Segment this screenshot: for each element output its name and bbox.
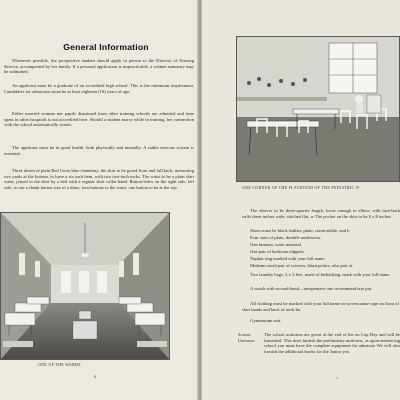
list-item: Four suits of plain, durable underwear.	[250, 235, 322, 240]
list-item: Gymnasium suit.	[250, 318, 282, 323]
playroom-photo-caption: ONE CORNER OF THE PLAYROOM OF THE PEDIATRIC W	[242, 185, 360, 190]
list-item: A watch with second-hand—inexpensive one recommend tain pin.	[250, 286, 373, 291]
paragraph-school-uniforms: The school uniforms are given at the end of the on Cap Day and will be furnished. This does furnish the preliminary uniforms, as upon enterin ing school you must have the complete equipment for admissio We will also furnish the additional books for the Junior yea	[264, 332, 400, 354]
ward-photo	[0, 212, 170, 360]
list-item: Shoes must be black leather, plain, comfortable, and h	[250, 228, 350, 233]
list-item: One kimono, wash material.	[250, 242, 302, 247]
page-title: General Information	[63, 42, 149, 52]
playroom-photo	[236, 36, 400, 182]
page-number-left: 6	[94, 374, 96, 379]
paragraph-health: The applicant must be in good health, both physically and mentally. A stable nervous system is essential.	[4, 145, 194, 156]
paragraph-sleeves: The sleeves to be three-quarter length, loose enough to elbow, with turn-back cuffs three inches wide, stitched flat, w The pocket on the skirt to be 8 x 8 inches.	[242, 208, 400, 219]
list-item: One pair of bedroom slippers.	[250, 249, 305, 254]
left-page	[0, 0, 198, 400]
paragraph-education: An applicant must be a graduate of an accredited high school. This is the minimum requirement. Candidates for admission must be at least eighteen (18) years of age.	[4, 83, 194, 94]
ward-photo-image	[1, 213, 169, 359]
list-item: Napkin ring marked with your full name.	[250, 256, 326, 261]
paragraph-uniform: Three dozen of plain Red Cross blue chambray, the skirt to be gored front and full back, measuring two yards at the bottom, to have a six inch hem, with two two-inch tucks. The waist to be a plain shirt waist, joined to the skirt by a belt with a regular shirt collar band. Button-holes on the right side, left side, to use a shank button size of a dime, four buttons to the waist, one button to be at the top.	[4, 168, 194, 190]
paragraph-application: Whenever possible, the prospective student should apply in person to the Director of Nursing Service, accompanied by her family. If a personal application is impracticable, a written summary may be submitted.	[4, 58, 194, 75]
paragraph-marriage: Either married women nor pupils dismissed from other training schools are admitted and time spent in other hospitals is not accredited here. Should a student marry while in training, her connection with the school automatically ceases.	[4, 111, 194, 128]
playroom-photo-image	[237, 37, 399, 181]
list-item: Medium-sized pair of scissors, blunt points; also pair of	[250, 263, 353, 268]
page-number-right: 7	[336, 376, 338, 381]
uniforms-label: Uniforms	[238, 338, 255, 343]
ward-photo-caption: ONE OF THE WARDS	[38, 362, 81, 367]
right-page	[202, 0, 400, 400]
list-item: All clothing must be marked with your full name in woven name tape on front of skirt bands and back of neck ba	[242, 301, 399, 312]
list-item: Two laundry bags, 2 x 3 feet, made of bedticking, mark with your full name.	[250, 272, 391, 277]
school-label: School	[238, 332, 251, 337]
